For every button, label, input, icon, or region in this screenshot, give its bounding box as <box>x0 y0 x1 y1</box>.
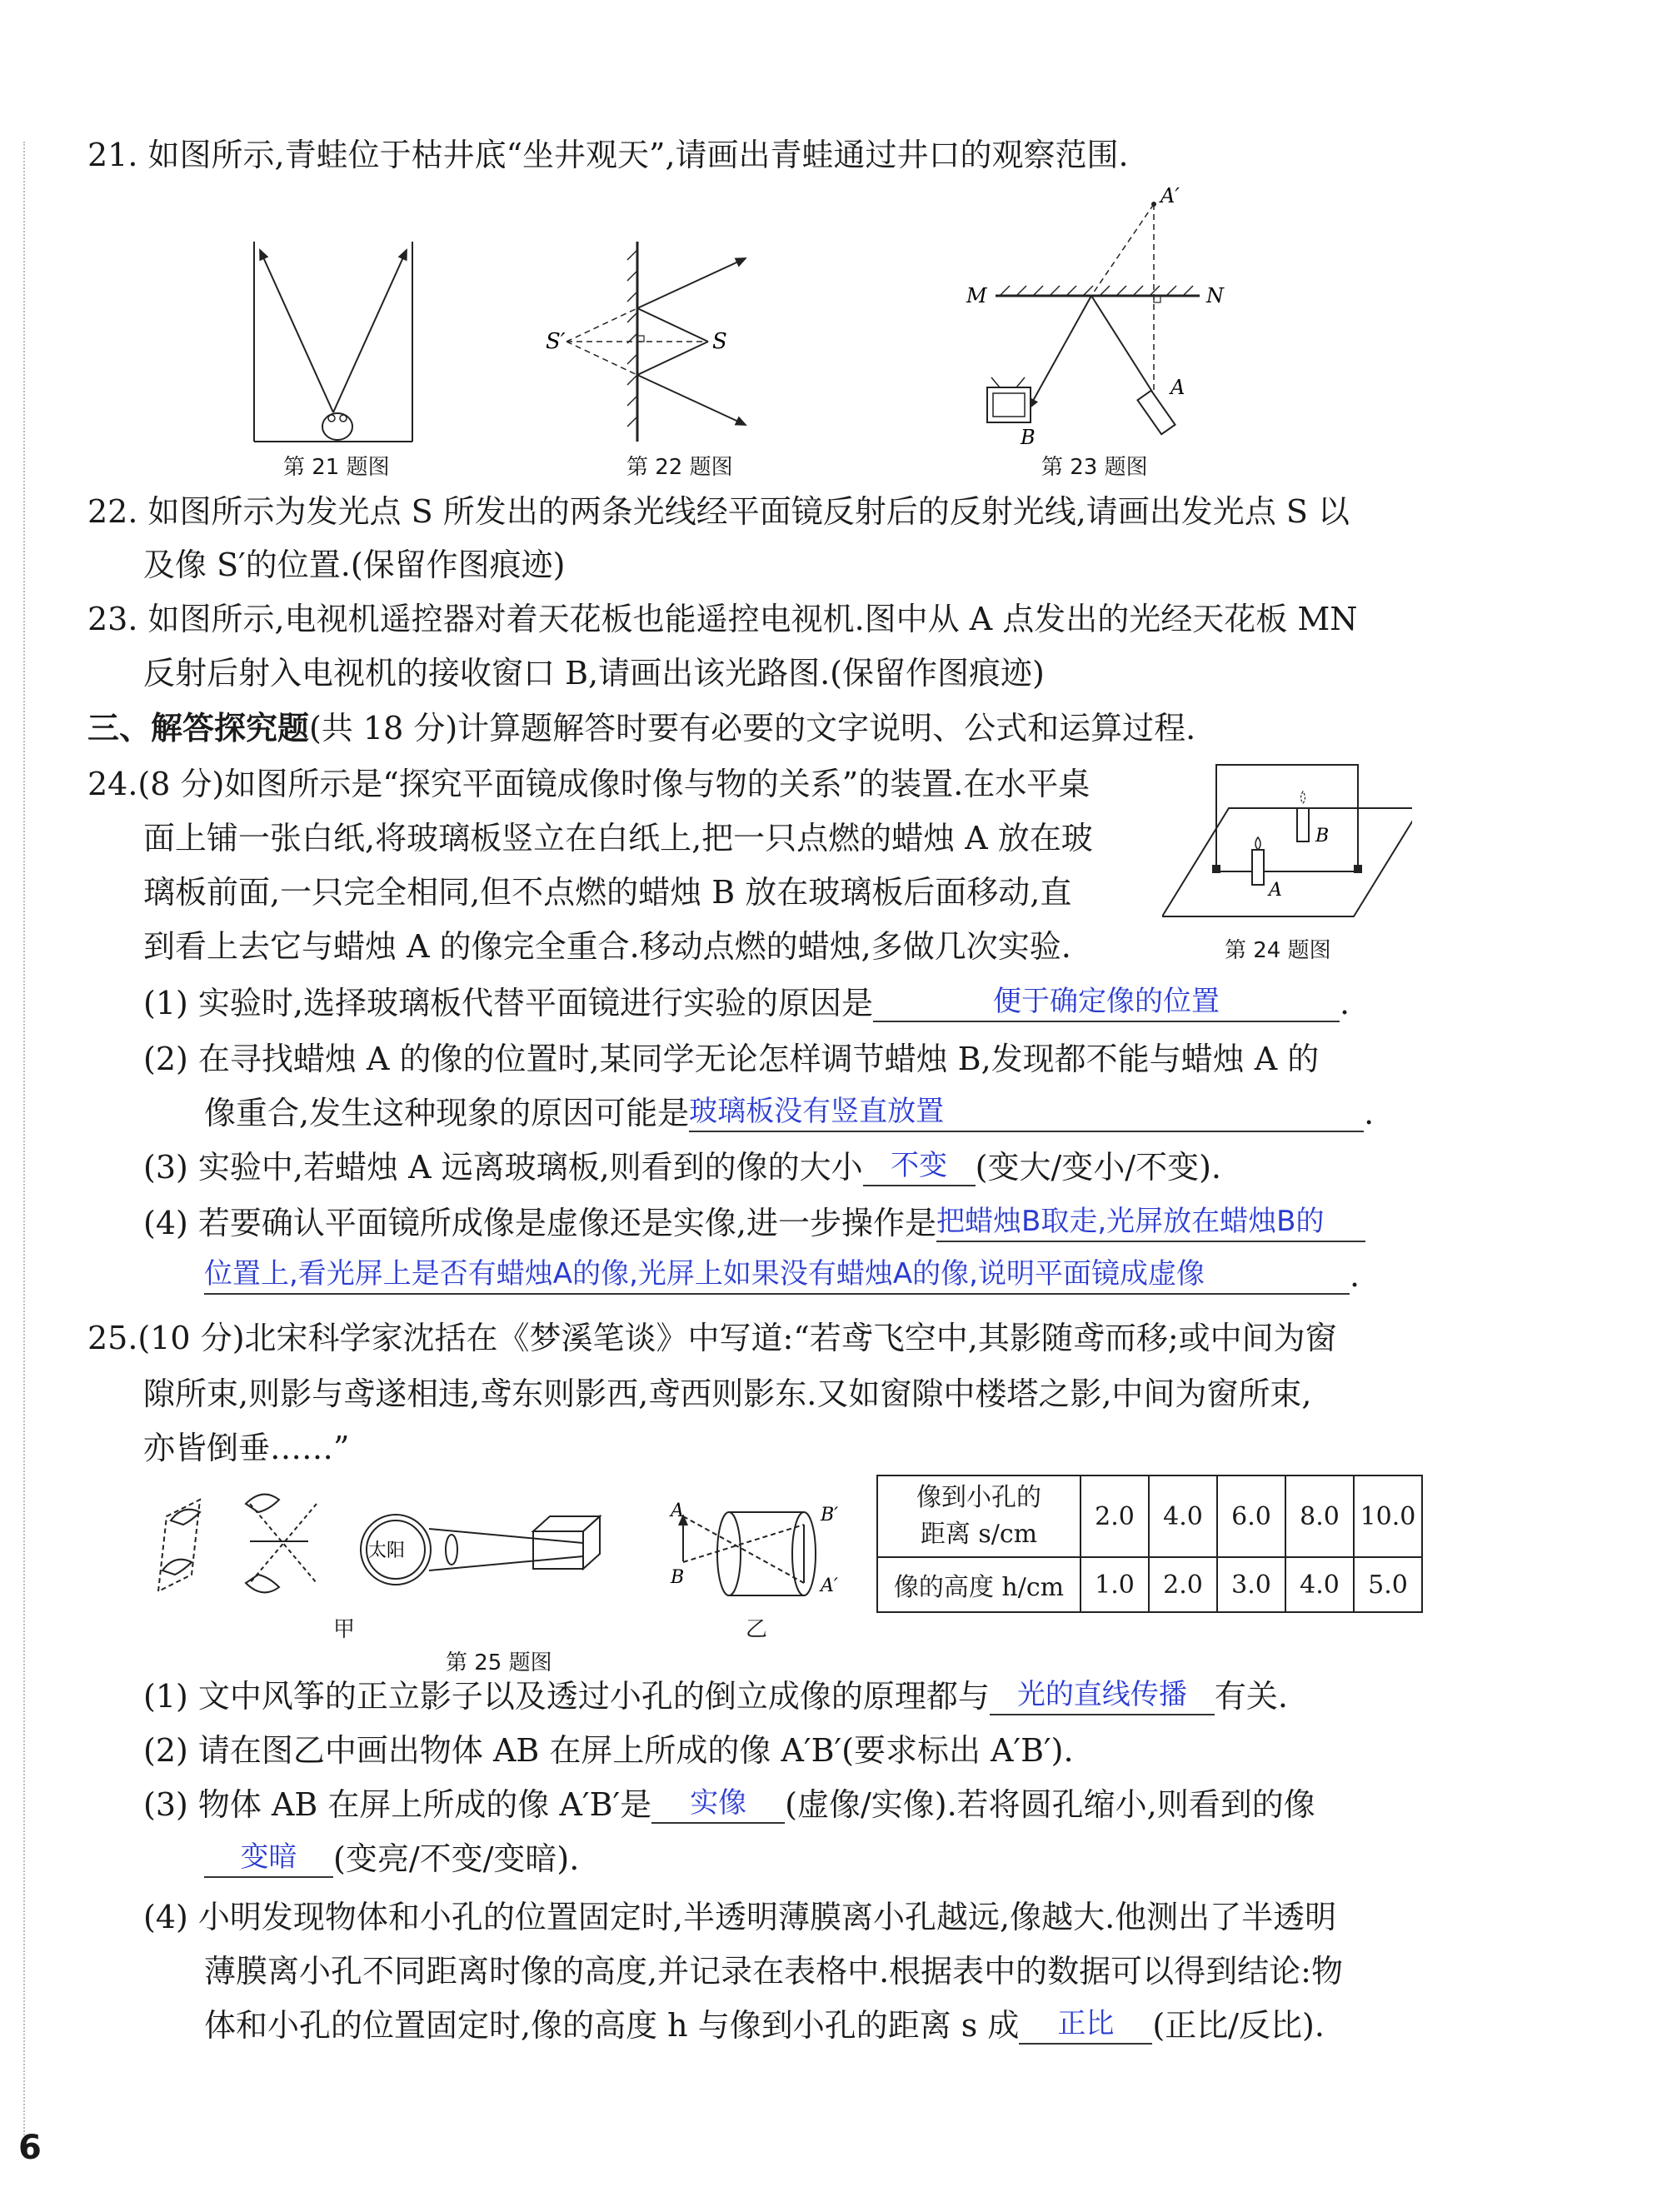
q21-line: 21. 如图所示,青蛙位于枯井底“坐井观天”,请画出青蛙通过井口的观察范围. <box>87 137 1129 173</box>
q24-line4: 到看上去它与蜡烛 A 的像完全重合.移动点燃的蜡烛,多做几次实验. <box>143 928 1071 965</box>
q25-part3-answer-2[interactable]: 变暗 <box>204 1838 333 1878</box>
q24-line1: 24.(8 分)如图所示是“探究平面镜成像时像与物的关系”的装置.在水平桌 <box>87 766 1091 802</box>
figure-21-well <box>250 233 433 450</box>
table-cell: 4.0 <box>1285 1557 1354 1612</box>
figure-25-jia <box>150 1483 616 1608</box>
q22-line1: 22. 如图所示为发光点 S 所发出的两条光线经平面镜反射后的反射光线,请画出发光点 S 以 <box>87 493 1350 530</box>
q24-line2: 面上铺一张白纸,将玻璃板竖立在白纸上,把一只点燃的蜡烛 A 放在玻 <box>143 820 1093 856</box>
label-a-prime: A′ <box>1160 184 1180 207</box>
label-s-prime: S′ <box>546 329 566 354</box>
q24-part2: 像重合,发生这种现象的原因可能是玻璃板没有竖直放置 . <box>204 1091 1374 1136</box>
fig24-label-a: A <box>1269 880 1282 901</box>
table-cell: 2.0 <box>1081 1475 1149 1557</box>
caption-23: 第 23 题图 <box>1041 455 1148 480</box>
section3-heading: 三、解答探究题(共 18 分)计算题解答时要有必要的文字说明、公式和运算过程. <box>87 709 1196 746</box>
caption-21: 第 21 题图 <box>283 455 390 480</box>
table-cell: 3.0 <box>1217 1557 1285 1612</box>
figure-22-mirror <box>542 237 758 446</box>
page-number: 6 <box>18 2129 42 2167</box>
label-yi: 乙 <box>746 1617 768 1642</box>
q25-part4: 体和小孔的位置固定时,像的高度 h 与像到小孔的距离 s 成 正比 (正比/反比). <box>204 2004 1325 2048</box>
fig25-label-b-prime: B′ <box>821 1505 839 1525</box>
label-b: B <box>1021 426 1036 449</box>
q25-part4-answer[interactable]: 正比 <box>1019 2005 1152 2045</box>
label-sun: 太阳 <box>368 1540 406 1561</box>
table-cell: 6.0 <box>1217 1475 1285 1557</box>
figure-23-ceiling <box>958 179 1233 454</box>
q24-part4-cont: 位置上,看光屏上是否有蜡烛A的像,光屏上如果没有蜡烛A的像,说明平面镜成虚像 . <box>204 1254 1360 1298</box>
table-cell: 5.0 <box>1354 1557 1422 1612</box>
q22-line2: 及像 S′的位置.(保留作图痕迹) <box>143 547 566 583</box>
q24-part1-answer[interactable]: 便于确定像的位置 <box>873 982 1340 1022</box>
label-jia: 甲 <box>333 1617 356 1642</box>
table-header-height: 像的高度 h/cm <box>877 1557 1081 1612</box>
table-cell: 10.0 <box>1354 1475 1422 1557</box>
q24-part4-answer-2[interactable]: 位置上,看光屏上是否有蜡烛A的像,光屏上如果没有蜡烛A的像,说明平面镜成虚像 <box>204 1255 1350 1295</box>
caption-24: 第 24 题图 <box>1225 938 1331 963</box>
table-cell: 8.0 <box>1285 1475 1354 1557</box>
table-header-distance: 像到小孔的 距离 s/cm <box>877 1475 1081 1557</box>
q24-part3-answer[interactable]: 不变 <box>863 1146 976 1186</box>
q24-part4-answer-1[interactable]: 把蜡烛B取走,光屏放在蜡烛B的 <box>936 1202 1365 1242</box>
label-n: N <box>1206 284 1224 307</box>
figure-24-apparatus <box>1162 758 1412 925</box>
label-a: A <box>1170 376 1185 399</box>
q25-part4-line2: 薄膜离小孔不同距离时像的高度,并记录在表格中.根据表中的数据可以得到结论:物 <box>204 1953 1343 1990</box>
distance-height-table <box>876 1475 1423 1613</box>
q24-part2-answer[interactable]: 玻璃板没有竖直放置 <box>689 1092 1364 1132</box>
label-s: S <box>712 329 727 354</box>
fig24-label-b: B <box>1315 826 1330 846</box>
figure-25-yi <box>666 1500 858 1616</box>
fig25-label-a-prime: A′ <box>821 1575 838 1596</box>
q25-part1: (1) 文中风筝的正立影子以及透过小孔的倒立成像的原理都与 光的直线传播 有关. <box>143 1675 1288 1719</box>
q25-line3: 亦皆倒垂……” <box>143 1430 350 1466</box>
q24-part4: (4) 若要确认平面镜所成像是虚像还是实像,进一步操作是把蜡烛B取走,光屏放在蜡烛B的 <box>143 1201 1365 1246</box>
q25-part2: (2) 请在图乙中画出物体 AB 在屏上所成的像 A′B′(要求标出 A′B′). <box>143 1732 1074 1769</box>
q24-part3: (3) 实验中,若蜡烛 A 远离玻璃板,则看到的像的大小 不变 (变大/变小/不变). <box>143 1146 1221 1190</box>
table-cell: 2.0 <box>1149 1557 1217 1612</box>
q25-part3-cont: 变暗 (变亮/不变/变暗). <box>204 1837 579 1881</box>
q25-line1: 25.(10 分)北宋科学家沈括在《梦溪笔谈》中写道:“若鸢飞空中,其影随鸢而移;或中间为窗 <box>87 1320 1337 1356</box>
q23-line2: 反射后射入电视机的接收窗口 B,请画出该光路图.(保留作图痕迹) <box>143 655 1045 692</box>
q23-line1: 23. 如图所示,电视机遥控器对着天花板也能遥控电视机.图中从 A 点发出的光经天花板 MN <box>87 601 1358 637</box>
binding-margin-line <box>23 142 25 2141</box>
q25-part4-line1: (4) 小明发现物体和小孔的位置固定时,半透明薄膜离小孔越远,像越大.他测出了半透明 <box>143 1899 1337 1935</box>
table-cell: 1.0 <box>1081 1557 1149 1612</box>
fig25-label-b: B <box>671 1567 685 1588</box>
q25-part3: (3) 物体 AB 在屏上所成的像 A′B′是 实像 (虚像/实像).若将圆孔缩小,则看到的像 <box>143 1783 1315 1827</box>
table-cell: 4.0 <box>1149 1475 1217 1557</box>
label-m: M <box>966 284 987 307</box>
q25-part3-answer[interactable]: 实像 <box>651 1784 785 1824</box>
q24-part2-line1: (2) 在寻找蜡烛 A 的像的位置时,某同学无论怎样调节蜡烛 B,发现都不能与蜡烛 A 的 <box>143 1041 1320 1077</box>
caption-25: 第 25 题图 <box>446 1650 552 1675</box>
caption-22: 第 22 题图 <box>626 455 733 480</box>
q24-part1: (1) 实验时,选择玻璃板代替平面镜进行实验的原因是 便于确定像的位置 . <box>143 981 1350 1026</box>
q24-line3: 璃板前面,一只完全相同,但不点燃的蜡烛 B 放在玻璃板后面移动,直 <box>143 874 1072 911</box>
q25-line2: 隙所束,则影与鸢遂相违,鸢东则影西,鸢西则影东.又如窗隙中楼塔之影,中间为窗所束, <box>143 1376 1312 1412</box>
q25-part1-answer[interactable]: 光的直线传播 <box>990 1675 1215 1715</box>
fig25-label-a: A <box>671 1500 684 1521</box>
